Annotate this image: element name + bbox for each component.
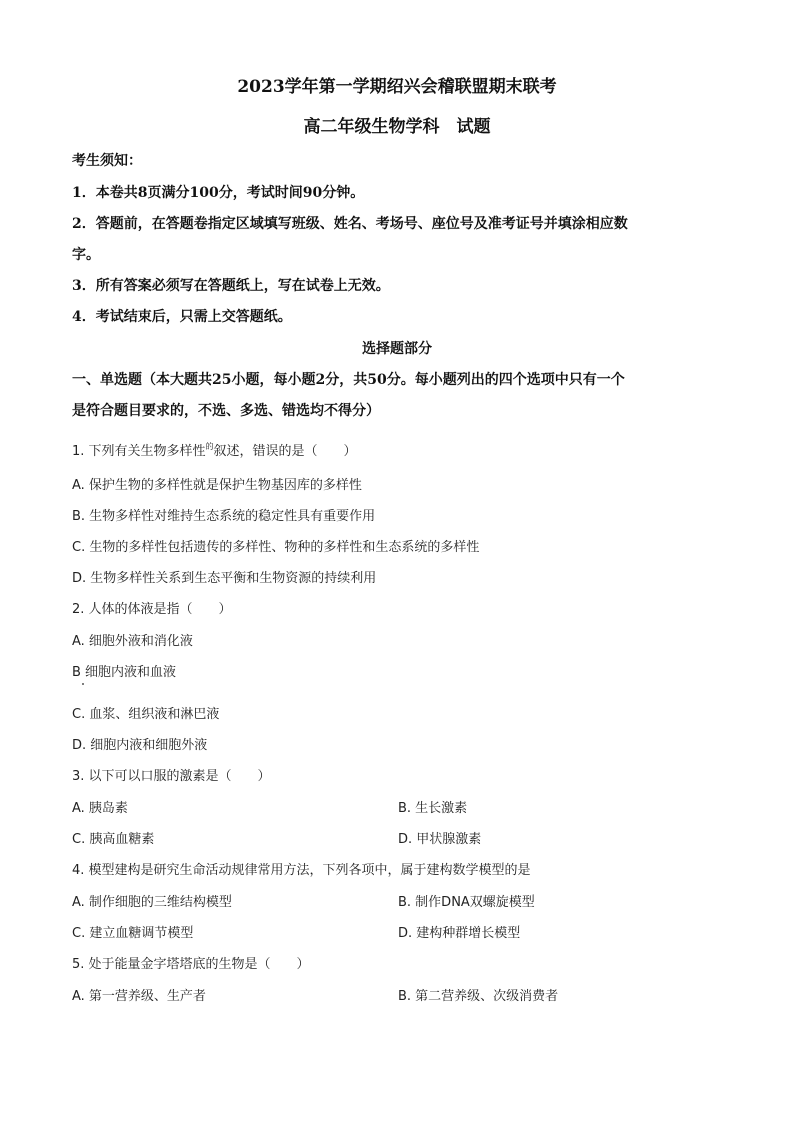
question-stem-part: 1. 下列有关生物多样性 — [72, 444, 206, 459]
option-item: A. 第一营养级、生产者 — [72, 989, 206, 1004]
option-item: D. 细胞内液和细胞外液 — [72, 738, 208, 753]
notice-item: 3．所有答案必须写在答题纸上，写在试卷上无效。 — [72, 278, 390, 294]
question-stem — [72, 440, 357, 459]
question-stem: 4. 模型建构是研究生命活动规律常用方法，下列各项中，属于建构数学模型的是 — [72, 863, 531, 878]
option-item: D. 甲状腺激素 — [398, 832, 482, 847]
option-item: A. 保护生物的多样性就是保护生物基因库的多样性 — [72, 478, 362, 493]
option-item: C. 生物的多样性包括遗传的多样性、物种的多样性和生态系统的多样性 — [72, 540, 480, 555]
question-stem: 5. 处于能量金字塔塔底的生物是（ ） — [72, 957, 310, 972]
exam-subtitle: 高二年级生物学科 试题 — [303, 117, 491, 137]
option-item: A. 胰岛素 — [72, 801, 128, 816]
option-item: B. 生物多样性对维持生态系统的稳定性具有重要作用 — [72, 509, 376, 524]
exam-title: 2023学年第一学期绍兴会稽联盟期末联考 — [237, 77, 557, 97]
notice-item: 4．考试结束后，只需上交答题纸。 — [72, 309, 292, 325]
notice-item: 1．本卷共8页满分100分，考试时间90分钟。 — [72, 185, 365, 201]
question-stem-part: 叙述，错误的是（ ） — [213, 444, 357, 459]
option-item: B 细胞内液和血液 — [72, 665, 177, 680]
part-heading-line: 一、单选题（本大题共25小题，每小题2分，共50分。每小题列出的四个选项中只有一个 — [72, 372, 625, 388]
option-item: C. 建立血糖调节模型 — [72, 926, 194, 941]
question-stem: 2. 人体的体液是指（ ） — [72, 602, 232, 617]
option-item: B. 生长激素 — [398, 801, 468, 816]
notice-item: 2．答题前，在答题卷指定区域填写班级、姓名、考场号、座位号及准考证号并填涂相应数 — [72, 216, 628, 232]
option-item: C. 血浆、组织液和淋巴液 — [72, 707, 220, 722]
stray-dot — [82, 683, 84, 685]
option-item: A. 制作细胞的三维结构模型 — [72, 895, 232, 910]
option-item: D. 生物多样性关系到生态平衡和生物资源的持续利用 — [72, 571, 377, 586]
option-item: C. 胰高血糖素 — [72, 832, 155, 847]
option-item: D. 建构种群增长模型 — [398, 926, 521, 941]
question-stem-superscript: 的 — [205, 442, 214, 451]
option-item: B. 制作DNA双螺旋模型 — [398, 895, 535, 910]
section-title: 选择题部分 — [362, 341, 432, 357]
option-item: B. 第二营养级、次级消费者 — [398, 989, 559, 1004]
notice-heading: 考生须知： — [72, 153, 142, 169]
option-item: A. 细胞外液和消化液 — [72, 634, 193, 649]
question-stem: 3. 以下可以口服的激素是（ ） — [72, 769, 271, 784]
notice-item: 字。 — [72, 247, 100, 263]
part-heading-line: 是符合题目要求的，不选、多选、错选均不得分） — [72, 403, 380, 419]
